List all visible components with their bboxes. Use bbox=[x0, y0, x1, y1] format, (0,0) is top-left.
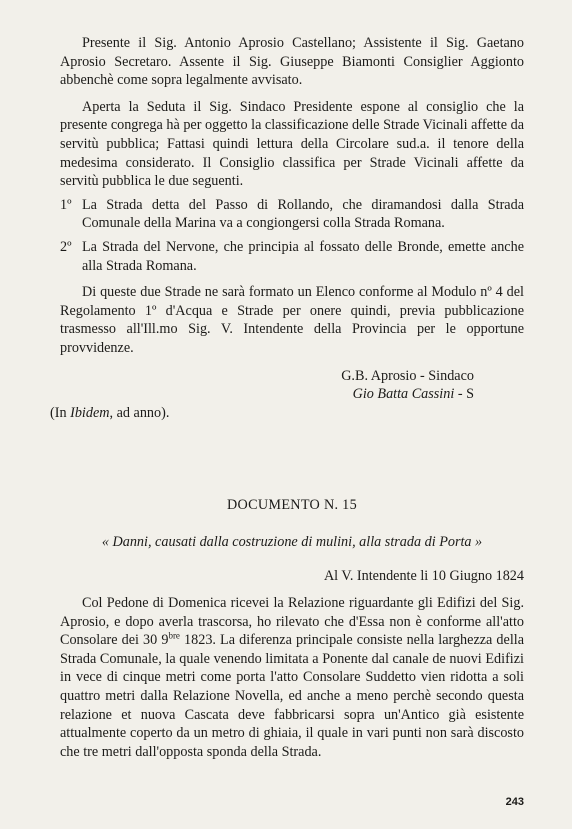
source-suffix: , ad anno). bbox=[109, 404, 170, 421]
list-item-number: 1º bbox=[60, 196, 72, 213]
list-item bbox=[60, 238, 524, 275]
list-item-number: 2º bbox=[60, 238, 72, 255]
source-prefix: (In bbox=[50, 404, 71, 421]
list-item bbox=[60, 196, 524, 233]
signature-name: G.B. Aprosio bbox=[341, 367, 417, 384]
letter-text-b: 1823. La diferenza principale consiste nella larghezza della Strada Comunale, la quale venendo limitata a Ponente dal canale de nuovi Edifizi in vece di cinque metri come porta l'atto Consolare Suddetto vien ridotta a soli quattro metri dalla Relazione Novella, ed anche a meno perchè secondo questa relazione et nuova Cascata deve fabbricarsi sopra un'Antico già esistente attualmente coperto da un metro di ghiaia, il quale in vari punti non sarà discosto che tre metri dall'opposta sponda della Strada. bbox=[60, 632, 525, 760]
source-ibidem: Ibidem bbox=[70, 404, 110, 421]
document-page bbox=[50, 34, 525, 761]
signature-role: - S bbox=[454, 386, 474, 403]
list-item-text: La Strada detta del Passo di Rollando, che diramandosi dalla Strada Comunale della Marina va a congiongersi colla Strada Romana. bbox=[82, 196, 524, 232]
session-paragraph: Aperta la Seduta il Sig. Sindaco Presidente espone al consiglio che la presente congrega hà per oggetto la classificazione delle Strade Vicinali affette da servitù pubblica; Fattasi quindi lettura della Circolare sud.a. il tenore della medesima considerato. Il Consiglio classifica per Strade Vicinali affette da servitù pubblica le due seguenti. bbox=[60, 98, 524, 190]
letter-text-a: Col Pedone di Domenica ricevei la Relazione riguardante gli Edifizi del Sig. Aprosio, e dopo averla trascorsa, ho rilevato che d'Essa non è conforme all'atto Consolare dei 30 9 bbox=[60, 595, 524, 649]
signature-line bbox=[60, 367, 474, 386]
road-list bbox=[60, 196, 524, 275]
date-line: Al V. Intendente li 10 Giugno 1824 bbox=[323, 568, 524, 585]
source-citation bbox=[50, 404, 524, 423]
signature-line bbox=[60, 385, 474, 404]
signature-role: - Sindaco bbox=[416, 367, 474, 384]
document-heading: DOCUMENTO N. 15 bbox=[227, 497, 357, 514]
page-number: 243 bbox=[505, 796, 524, 808]
attendance-paragraph: Presente il Sig. Antonio Aprosio Castellano; Assistente il Sig. Gaetano Aprosio Secretaro. Assente il Sig. Giuseppe Biamonti Consiglier Aggionto abbenchè come sopra legalmente avvisato. bbox=[60, 35, 524, 89]
letter-superscript: bre bbox=[168, 630, 180, 641]
document-subtitle: « Danni, causati dalla costruzione di mulini, alla strada di Porta » bbox=[101, 533, 483, 550]
letter-paragraph bbox=[60, 594, 524, 761]
elenco-paragraph: Di queste due Strade ne sarà formato un Elenco conforme al Modulo nº 4 del Regolamento 1º d'Acqua e Strade per onere quindi, previa pubblicazione trasmesso all'Ill.mo Sig. V. Intendente della Provincia per le opportune provvidenze. bbox=[60, 284, 524, 356]
list-item-text: La Strada del Nervone, che principia al fossato delle Bronde, emette anche alla Strada Romana. bbox=[82, 238, 524, 274]
signature-name: Gio Batta Cassini bbox=[352, 386, 455, 403]
